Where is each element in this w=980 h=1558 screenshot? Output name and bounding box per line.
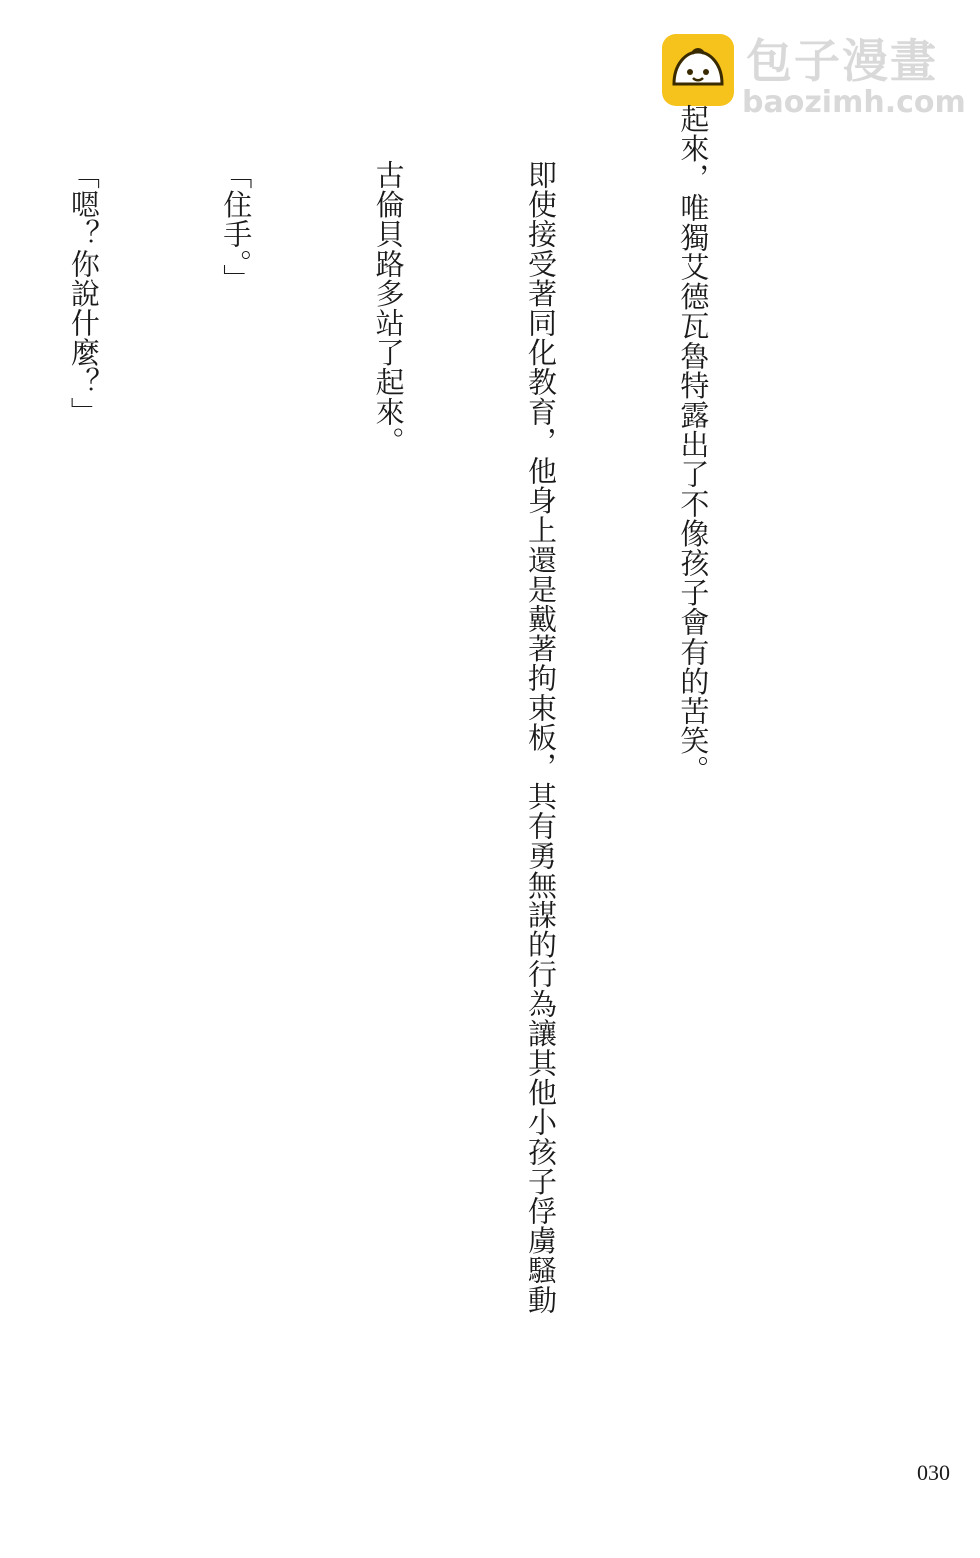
text-line: 古倫貝路多站了起來。	[371, 160, 406, 456]
text-line: 「住手。」	[219, 160, 254, 294]
bun-face-icon	[662, 34, 734, 106]
watermark-url: baozimh.com	[742, 85, 966, 120]
watermark	[662, 34, 966, 120]
watermark-title: 包子漫畫	[746, 34, 938, 88]
text-line: 起來，唯獨艾德瓦魯特露出了不像孩子會有的苦笑。	[676, 104, 711, 785]
page-number: 030	[917, 1460, 950, 1485]
text-line: 即使接受著同化教育，他身上還是戴著拘束板，其有勇無謀的行為讓其他小孩子俘虜騷動	[524, 160, 559, 1315]
text-line: 「嗯？你說什麼？」	[66, 160, 101, 427]
vertical-text-body	[66, 104, 820, 1320]
